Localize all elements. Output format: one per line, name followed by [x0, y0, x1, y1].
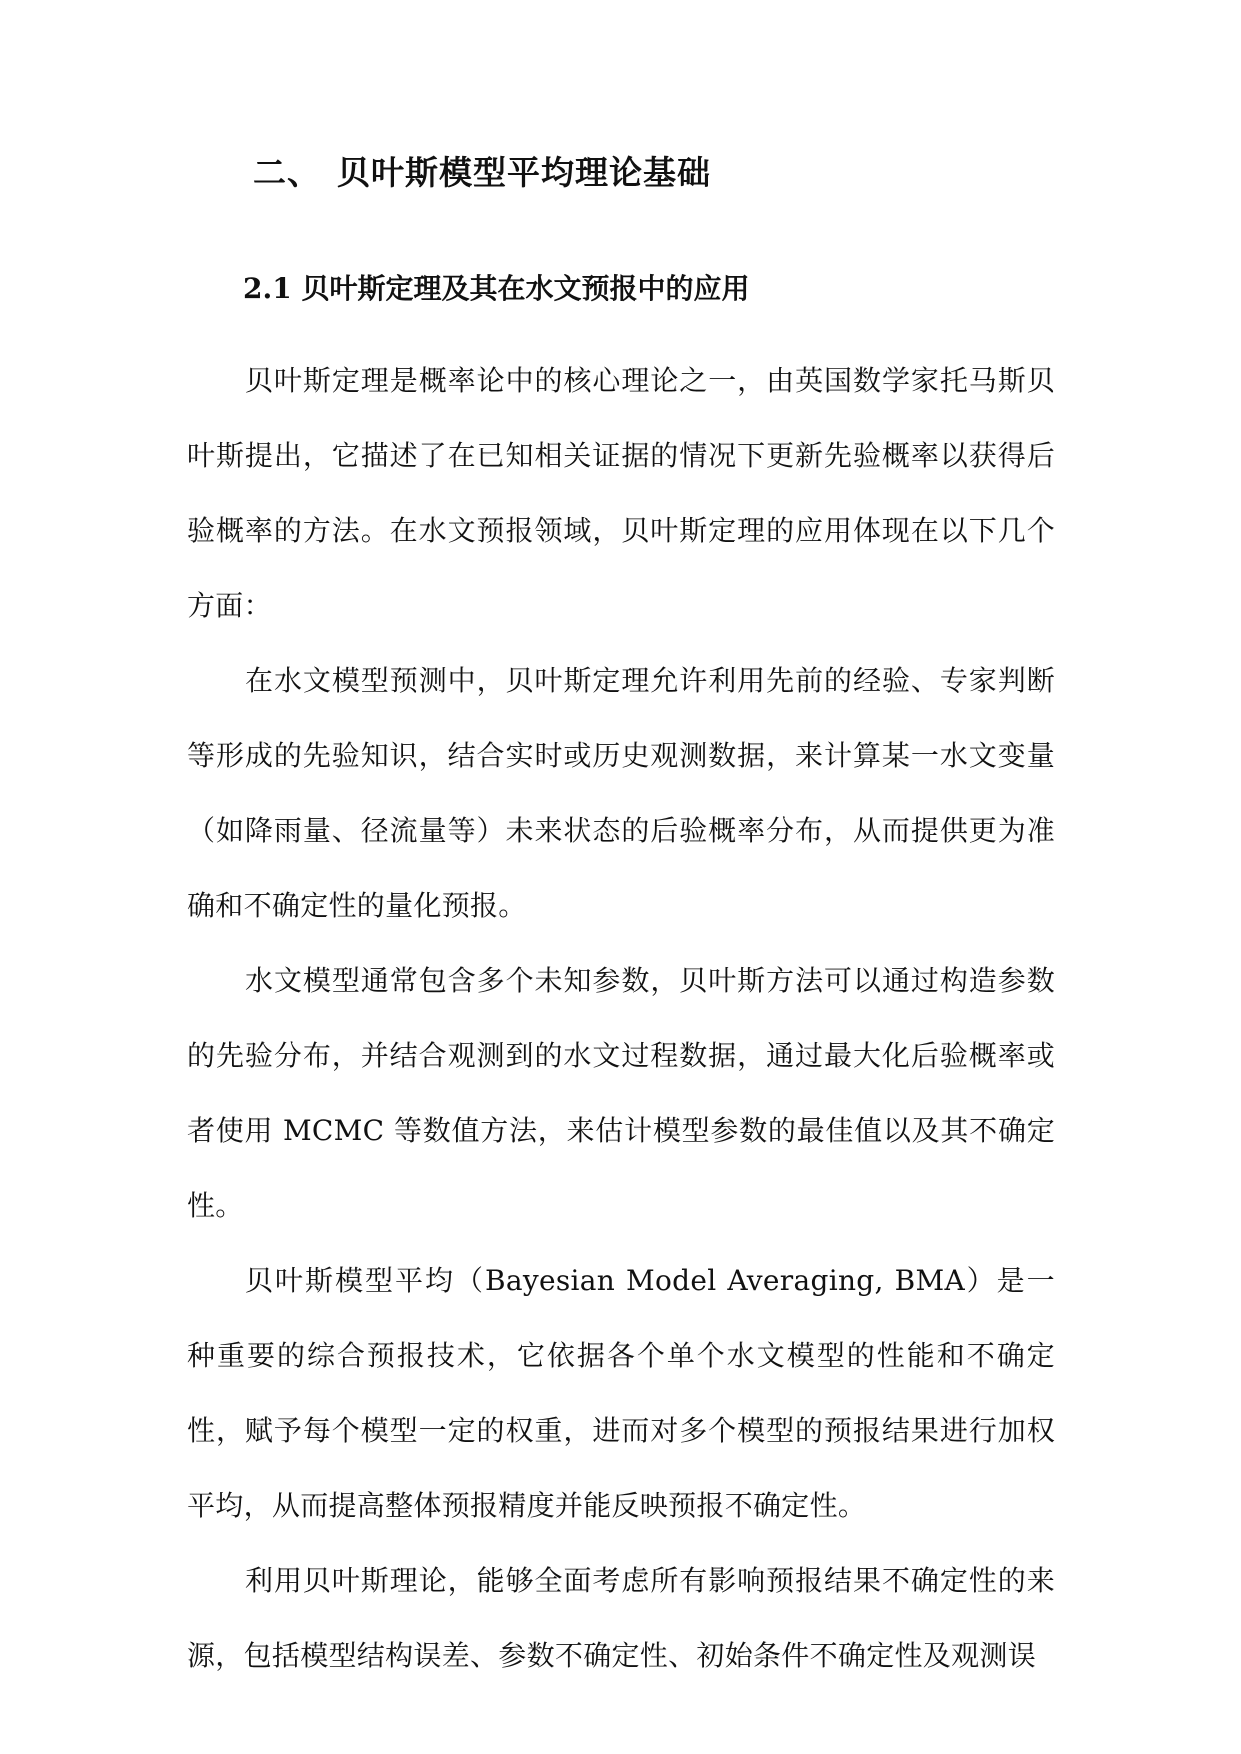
paragraph-uncertainty-sources: 利用贝叶斯理论，能够全面考虑所有影响预报结果不确定性的来源，包括模型结构误差、参数不确定性、初始条件不确定性及观测误 [187, 1564, 1055, 1672]
chapter-title [253, 148, 711, 198]
section-title: 2.1 贝叶斯定理及其在水文预报中的应用 [243, 272, 750, 305]
paragraph-bayes-theorem: 贝叶斯定理是概率论中的核心理论之一，由英国数学家托马斯贝叶斯提出，它描述了在已知相关证据的情况下更新先验概率以获得后验概率的方法。在水文预报领域，贝叶斯定理的应用体现在以下几个方面： [187, 364, 1055, 622]
chapter-number: 二、 [253, 153, 321, 192]
paragraph-parameter-estimation: 水文模型通常包含多个未知参数，贝叶斯方法可以通过构造参数的先验分布，并结合观测到的水文过程数据，通过最大化后验概率或者使用 MCMC 等数值方法，来估计模型参数的最佳值以及其不确定性。 [187, 964, 1055, 1222]
chapter-title-text: 贝叶斯模型平均理论基础 [337, 153, 711, 192]
paragraph-model-prediction: 在水文模型预测中，贝叶斯定理允许利用先前的经验、专家判断等形成的先验知识，结合实时或历史观测数据，来计算某一水文变量（如降雨量、径流量等）未来状态的后验概率分布，从而提供更为准确和不确定性的量化预报。 [187, 664, 1055, 922]
paragraph-bma: 贝叶斯模型平均（Bayesian Model Averaging, BMA）是一种重要的综合预报技术，它依据各个单个水文模型的性能和不确定性，赋予每个模型一定的权重，进而对多个模型的预报结果进行加权平均，从而提高整体预报精度并能反映预报不确定性。 [187, 1264, 1055, 1522]
body-text [187, 343, 1055, 1693]
